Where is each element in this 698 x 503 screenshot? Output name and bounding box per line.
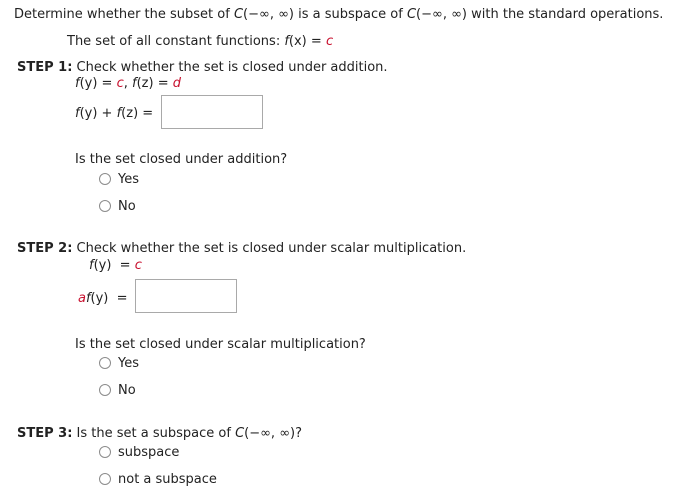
step-1-given: f(y) = c, f(z) = d bbox=[75, 76, 181, 91]
step-1-no-radio[interactable] bbox=[99, 200, 111, 212]
step-2-no-label[interactable]: No bbox=[118, 383, 136, 398]
step-2-yes-label[interactable]: Yes bbox=[118, 356, 139, 371]
set-description: The set of all constant functions: f(x) = c bbox=[67, 34, 334, 49]
step-3-not-subspace-label[interactable]: not a subspace bbox=[118, 472, 217, 487]
step-3-heading: STEP 3: Is the set a subspace of C(−∞, ∞)? bbox=[17, 426, 303, 441]
step-2-given: f(y) = c bbox=[89, 258, 142, 273]
problem-statement: Determine whether the subset of C(−∞, ∞) is a subspace of C(−∞, ∞) with the standard operations. bbox=[14, 7, 664, 22]
step-1-no-label[interactable]: No bbox=[118, 199, 136, 214]
step-2-no-radio[interactable] bbox=[99, 384, 111, 396]
step-2-scalar-expression: af(y) = bbox=[78, 291, 128, 306]
step-2-yes-radio[interactable] bbox=[99, 357, 111, 369]
step-3-not-subspace-radio[interactable] bbox=[99, 473, 111, 485]
step-2-answer-input[interactable] bbox=[135, 279, 237, 313]
step-2-heading: STEP 2: Check whether the set is closed under scalar multiplication. bbox=[17, 241, 467, 256]
step-1-heading: STEP 1: Check whether the set is closed under addition. bbox=[17, 60, 388, 75]
step-3-subspace-radio[interactable] bbox=[99, 446, 111, 458]
step-3-subspace-label[interactable]: subspace bbox=[118, 445, 180, 460]
step-1-sum-expression: f(y) + f(z) = bbox=[75, 106, 154, 121]
step-1-question: Is the set closed under addition? bbox=[75, 152, 288, 167]
step-1-yes-radio[interactable] bbox=[99, 173, 111, 185]
step-1-answer-input[interactable] bbox=[161, 95, 263, 129]
step-2-question: Is the set closed under scalar multiplication? bbox=[75, 337, 366, 352]
step-1-yes-label[interactable]: Yes bbox=[118, 172, 139, 187]
